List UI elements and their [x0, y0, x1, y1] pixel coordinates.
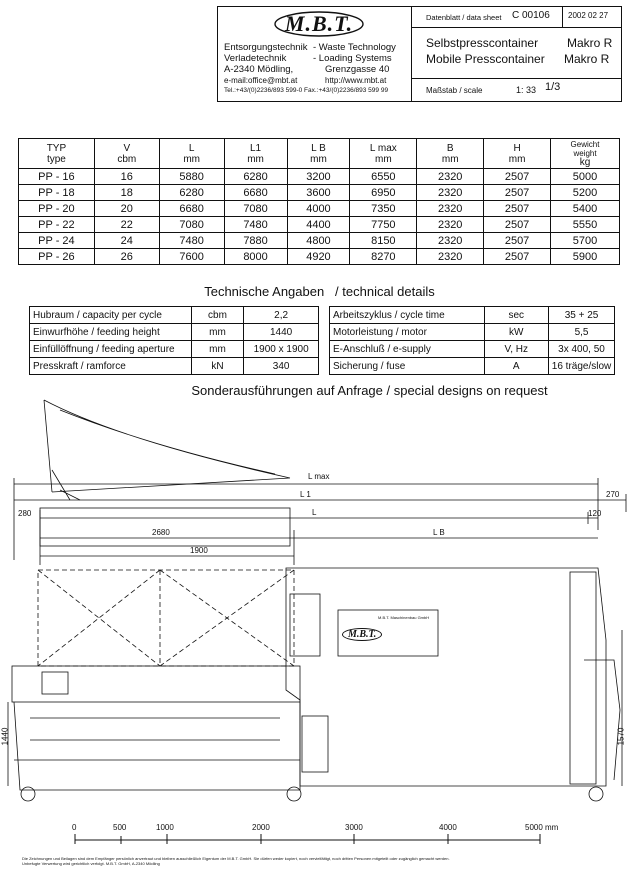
wheel-front — [21, 787, 35, 801]
header-b: B mm — [417, 139, 484, 169]
title-de: Selbstpresscontainer — [426, 36, 539, 50]
tech-table-right — [329, 306, 615, 375]
dim-label-280: 280 — [18, 509, 32, 518]
tech-details-title: Technische Angaben / technical details — [204, 284, 435, 299]
header-lmax: L max mm — [350, 139, 417, 169]
wheel-rear — [589, 787, 603, 801]
scale-label-5000: 5000 mm — [525, 823, 559, 832]
header-l1: L1 mm — [224, 139, 287, 169]
header-l: L mm — [159, 139, 224, 169]
table-row: Presskraft / ramforce kN 340 — [30, 358, 319, 375]
table-row: PP - 18 18 6280 6680 3600 6950 2320 2507 5200 — [19, 185, 620, 201]
dim-label-l1: L 1 — [300, 490, 311, 499]
table-row: PP - 24 24 7480 7880 4800 8150 2320 2507 5700 — [19, 233, 620, 249]
dim-label-1570: 1570 — [616, 727, 626, 746]
dim-label-lmax: L max — [308, 472, 330, 481]
lid-hinge-arm — [52, 470, 80, 500]
table-body — [19, 169, 620, 265]
wheel-mid — [287, 787, 301, 801]
company-line-2: Verladetechnik — [224, 53, 287, 64]
table-row: Einfüllöffnung / feeding aperture mm 1900 x 1900 — [30, 341, 319, 358]
special-designs-note: Sonderausführungen auf Anfrage / special designs on request — [191, 383, 548, 398]
plate-company: M.B.T. Maschinenbau GmbH — [378, 615, 430, 620]
plate-logo: M.B.T. — [342, 628, 382, 641]
header-divider-date — [562, 6, 563, 27]
scale-label: Maßstab / scale — [426, 86, 483, 95]
dim-label-1440: 1440 — [0, 727, 10, 746]
dim-label-lb: L B — [433, 528, 445, 537]
company-line-3: A-2340 Mödling, — [224, 64, 294, 75]
sheet-number: C 00106 — [512, 10, 550, 21]
header-lb: L B mm — [287, 139, 350, 169]
footer-disclaimer — [22, 856, 622, 866]
scale-label-500: 500 — [113, 823, 127, 832]
scale-label-1000: 1000 — [156, 823, 174, 832]
company-line-6: Grenzgasse 40 — [325, 64, 390, 75]
scale-fraction: 1/3 — [545, 81, 561, 93]
hopper-frame — [38, 570, 294, 666]
table-header-row — [19, 139, 620, 169]
tech-table-left — [29, 306, 319, 375]
title-en: Mobile Presscontainer — [426, 52, 545, 66]
compactor-base — [14, 702, 300, 790]
model-en: Makro R — [564, 52, 610, 66]
company-line-5: - Loading Systems — [313, 53, 392, 64]
dim-label-l: L — [312, 508, 317, 517]
scale-value: 1: 33 — [516, 85, 537, 95]
footer-line-2: Unbefugte Verwertung wird gerichtlich verfolgt. M.B.T. GmbH, A-2340 Mödling — [22, 861, 160, 866]
scale-label-0: 0 — [72, 823, 77, 832]
dim-label-2680: 2680 — [152, 528, 170, 537]
footer-line-1: Die Zeichnungen und Beilagen sind dem Empfänger persönlich anvertraut und bleiben ausschließlich Eigentum der M.B.T. GmbH. Sie dürfen weder kopiert, noch vervielfältigt, noch dritten Personen mitgeteilt oder zugänglich gemacht werden. — [22, 856, 450, 861]
table-row: Einwurfhöhe / feeding height mm 1440 — [30, 324, 319, 341]
scale-label-3000: 3000 — [345, 823, 363, 832]
dim-label-1900: 1900 — [190, 546, 208, 555]
header-h: H mm — [484, 139, 551, 169]
table-row: Motorleistung / motor kW 5,5 — [330, 324, 615, 341]
table-row: PP - 16 16 5880 6280 3200 6550 2320 2507 5000 — [19, 169, 620, 185]
header-v: V cbm — [94, 139, 159, 169]
dim-label-270: 270 — [606, 490, 620, 499]
header-divider-vertical — [411, 6, 412, 102]
rear-door — [570, 572, 596, 784]
container-side-drawing — [0, 390, 639, 820]
company-line-4: - Waste Technology — [313, 42, 396, 53]
raised-lid-outline — [44, 400, 290, 492]
table-row: Hubraum / capacity per cycle cbm 2,2 — [30, 307, 319, 324]
panel-box — [42, 672, 68, 694]
table-row: PP - 26 26 7600 8000 4920 8270 2320 2507 5900 — [19, 249, 620, 265]
company-address-left — [224, 42, 307, 86]
company-logo-text: M.B.T. — [284, 11, 354, 36]
header-weight: Gewicht weight kg — [551, 139, 620, 169]
company-line-1: Entsorgungstechnik — [224, 42, 308, 53]
header-divider-top — [411, 27, 622, 28]
table-row: Sicherung / fuse A 16 träge/slow — [330, 358, 615, 375]
sheet-date: 2002 02 27 — [568, 11, 609, 20]
table-row: PP - 22 22 7080 7480 4400 7750 2320 2507 5550 — [19, 217, 620, 233]
hydraulic-cylinder — [302, 716, 328, 772]
table-row: PP - 20 20 6680 7080 4000 7350 2320 2507 5400 — [19, 201, 620, 217]
scale-label-2000: 2000 — [252, 823, 270, 832]
header-divider-scale — [411, 78, 622, 79]
container-types-table — [18, 138, 620, 265]
table-row: Arbeitszyklus / cycle time sec 35 + 25 — [330, 307, 615, 324]
scale-label-4000: 4000 — [439, 823, 457, 832]
sheet-label: Datenblatt / data sheet — [426, 13, 502, 22]
hopper-top-rect — [40, 508, 290, 546]
model-de: Makro R — [567, 36, 613, 50]
company-email: e-mail:office@mbt.at — [224, 76, 298, 85]
compactor-frame — [12, 666, 300, 702]
company-contact: Tel.:+43/(0)2236/893 599-0 Fax.:+43/(0)2236/893 599 99 — [224, 87, 389, 94]
scale-bar — [70, 830, 550, 846]
table-row: E-Anschluß / e-supply V, Hz 3x 400, 50 — [330, 341, 615, 358]
header-typ: TYP type — [19, 139, 95, 169]
company-address-right — [313, 42, 396, 86]
dim-label-120: 120 — [588, 509, 602, 518]
company-web: http://www.mbt.at — [325, 76, 387, 85]
container-body — [286, 568, 606, 786]
control-box — [290, 594, 320, 656]
